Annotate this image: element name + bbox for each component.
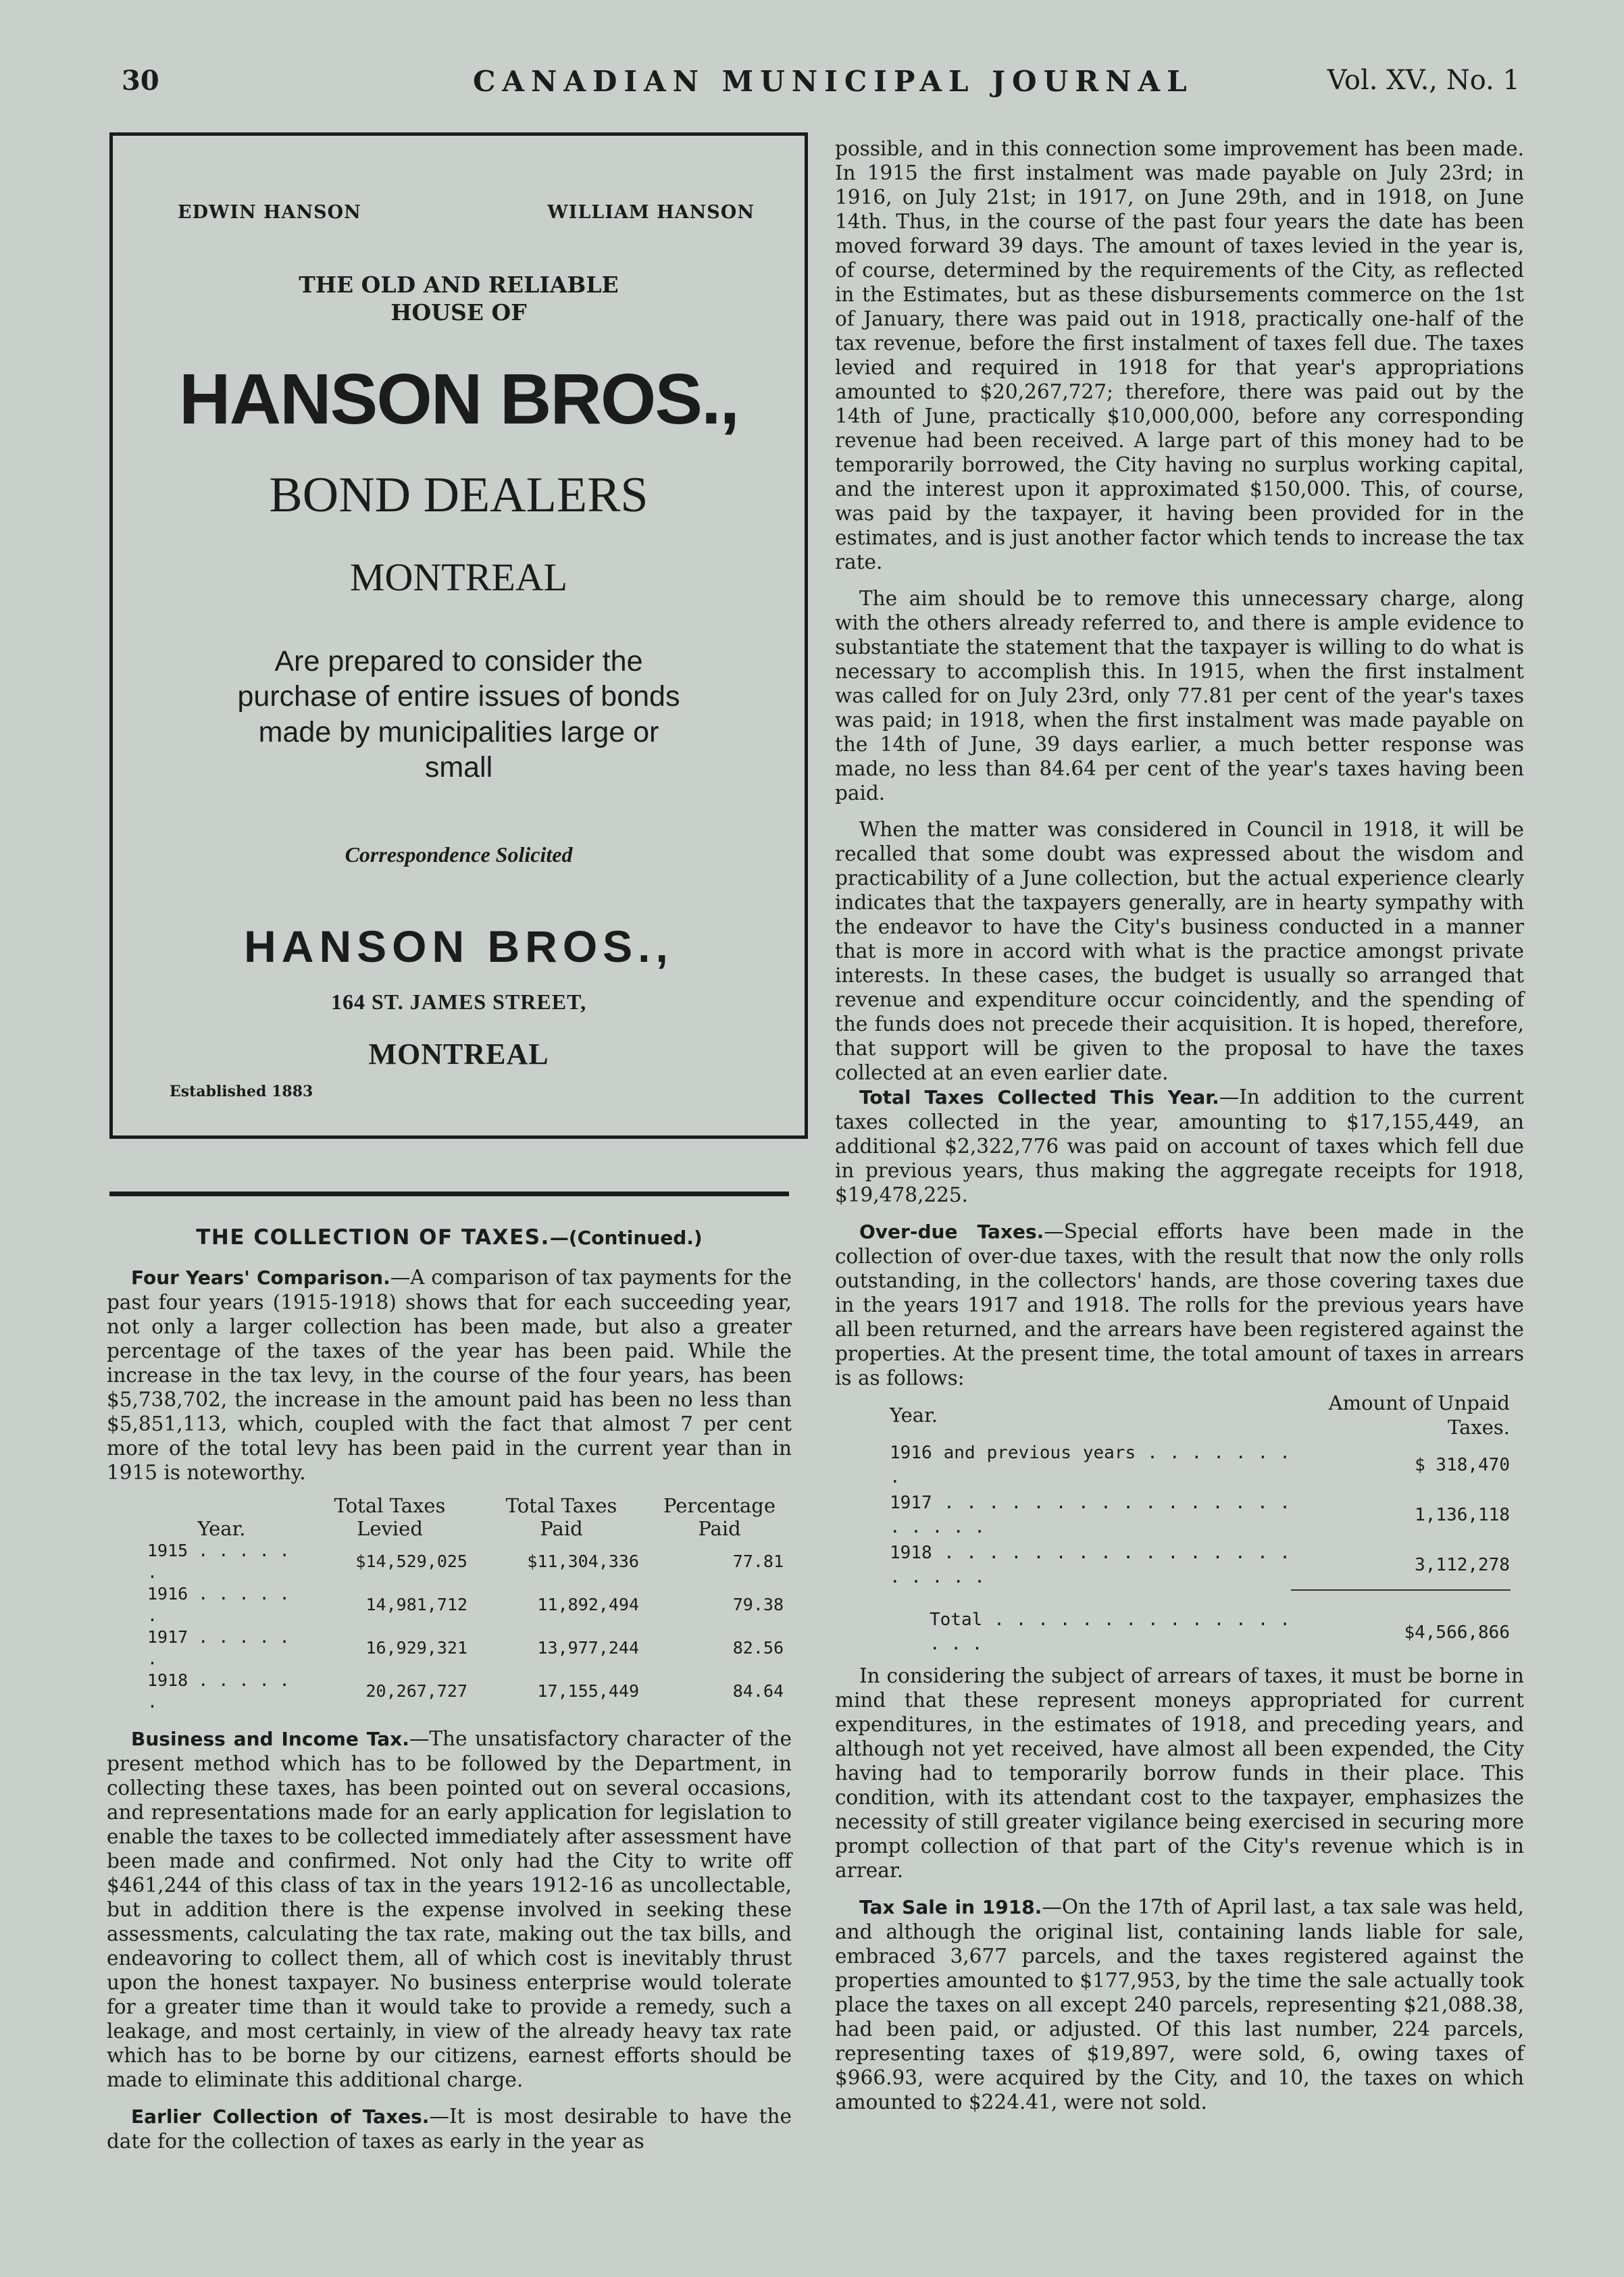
run-in-heading: Four Years' Comparison.	[131, 1267, 390, 1289]
column-header: Year.	[890, 1404, 938, 1427]
table-cell: 1917 . . . . . . . . . . . . . . . . . . . . .	[890, 1493, 1290, 1537]
column-header: Total Taxes Paid	[505, 1494, 617, 1540]
table-header-row	[139, 1494, 792, 1540]
paragraph-text: —On the 17th of April last, a tax sale was held, and although the original list, containing lands liable for sale, embraced 3,677 parcels, and the taxes registered against the properties amounted to $177,953, by the time the sale actually took place the taxes on all except 240 parcels, representing $21,088.38, had been paid, or adjusted. Of this last number, 224 parcels, representing taxes of $19,897, were sold, 6, owing taxes of $966.93, were acquired by the City, and 10, the taxes on which amounted to $224.41, were not sold.	[835, 1895, 1525, 2114]
paragraph-continued: possible, and in this connection some improvement has been made. In 1915 the first instalment was made payable on July 23rd; in 1916, on July 21st; in 1917, on June 29th, and in 1918, on June 14th. Thus, in the course of the past four years the date has been moved forward 39 days. The amount of taxes levied in the year is, of course, determined by the requirements of the City, as reflected in the Estimates, but as these disbursements commerce on the 1st of January, there was paid out in 1918, practically one-half of the tax revenue, before the first instalment of taxes fell due. The taxes levied and required in 1918 for that year's appropriations amounted to $20,267,727; therefore, there was paid out by the 14th of June, practically $10,000,000, before any corresponding revenue had been received. A large part of this money had to be temporarily borrowed, the City having no surplus working capital, and the interest upon it approximated $150,000. This, of course, was paid by the taxpayer, it having been provided for in the estimates, and is just another factor which tends to increase the tax rate.	[835, 137, 1524, 573]
run-in-heading: Total Taxes Collected This Year.	[859, 1086, 1219, 1108]
paragraph-business-tax	[107, 1726, 792, 2092]
total-value: $4,566,866	[1291, 1590, 1511, 1657]
column-header: Percentage Paid	[663, 1494, 776, 1540]
paragraph-aim: The aim should be to remove this unnecessary charge, along with the others already referred to, and there is ample evidence to substantiate the statement that the taxpayer is willing to do what is necessary to accomplish this. In 1915, when the first instalment was called for on July 23rd, only 77.81 per cent of the year's taxes was paid; in 1918, when the first instalment was made payable on the 14th of June, 39 days earlier, a much better response was made, no less than 84.64 per cent of the year's taxes having been paid.	[835, 587, 1524, 804]
table-header-row	[889, 1390, 1511, 1440]
page-number: 30	[122, 65, 159, 97]
ad-street-address: 164 ST. JAMES STREET,	[330, 990, 587, 1014]
paragraph-overdue	[835, 1219, 1524, 1390]
table-cell: 77.81	[732, 1552, 784, 1571]
column-header: Total Taxes Levied	[334, 1494, 446, 1540]
paragraph-total-taxes	[835, 1085, 1524, 1207]
left-column	[107, 1225, 792, 2153]
table-cell: 79.38	[732, 1595, 784, 1614]
table-cell: 20,267,727	[365, 1681, 467, 1701]
ad-city: MONTREAL	[349, 555, 568, 599]
run-in-heading: Over-due Taxes.	[859, 1221, 1044, 1243]
ad-established: Established 1883	[170, 1083, 313, 1100]
ad-correspondence: Correspondence Solicited	[345, 842, 573, 867]
tax-comparison-table	[139, 1494, 792, 1713]
table-cell: 1,136,118	[1415, 1505, 1510, 1525]
ad-description: Are prepared to consider the purchase of entire issues of bonds made by municipalities large or small	[237, 645, 680, 784]
run-in-heading: Business and Income Tax.	[131, 1728, 409, 1750]
ad-firm-name: HANSON BROS.,	[179, 359, 738, 439]
ad-partner-right: WILLIAM HANSON	[547, 202, 755, 223]
column-header: Amount of Unpaid Taxes.	[1328, 1391, 1510, 1439]
right-column	[835, 136, 1524, 2114]
table-cell: $ 318,470	[1415, 1455, 1510, 1475]
arrears-table	[889, 1390, 1511, 1657]
paragraph-text: —A comparison of tax payments for the past four years (1915-1918) shows that for each succeeding year, not only a larger collection has been made, but also a greater percentage of the taxes of the year has been paid. While the increase in the tax levy, in the course of the four years, has been $5,738,702, the increase in the amount paid has been no less than $5,851,113, which, coupled with the fact that almost 7 per cent more of the total levy has been paid in the current year than in 1915 is noteworthy.	[107, 1266, 792, 1484]
table-row	[889, 1490, 1511, 1540]
table-cell: 16,929,321	[365, 1638, 467, 1658]
table-row	[139, 1670, 792, 1713]
table-cell: $11,304,336	[527, 1552, 639, 1571]
ad-city-footer: MONTREAL	[368, 1038, 549, 1071]
section-title-suffix: —(Continued.)	[549, 1227, 703, 1249]
paragraph-tax-sale	[835, 1895, 1524, 2114]
ad-tagline	[113, 271, 805, 327]
table-cell: 84.64	[732, 1681, 784, 1701]
paragraph-text: —Special efforts have been made in the collection of over-due taxes, with the result that now the only rolls outstanding, in the collectors' hands, are those covering taxes due in the years 1917 and 1918. The rolls for the previous years have all been returned, and the arrears have been registered against the properties. At the present time, the total amount of taxes in arrears is as follows:	[835, 1220, 1524, 1389]
table-cell: 1915 . . . . . .	[147, 1541, 290, 1582]
table-cell: 1918 . . . . . . . . . . . . . . . . . . . . .	[890, 1543, 1290, 1587]
column-header: Year.	[197, 1517, 246, 1540]
table-cell: 1918 . . . . . .	[147, 1670, 290, 1712]
table-cell: 14,981,712	[365, 1595, 467, 1614]
table-cell: 3,112,278	[1415, 1554, 1510, 1575]
table-cell: 17,155,449	[537, 1681, 639, 1701]
table-cell: 1917 . . . . . .	[147, 1627, 290, 1668]
paragraph-text: —In addition to the current taxes collected in the year, amounting to $17,155,449, an additional $2,322,776 was paid on account of taxes which fell due in previous years, thus making the aggregate receipts for 1918, $19,478,225.	[835, 1085, 1524, 1206]
paragraph-text: —The unsatisfactory character of the present method which has to be followed by the Department, in collecting these taxes, has been pointed out on several occasions, and representations made for an early application for legislation to enable the taxes to be collected immediately after assessment have been made and confirmed. Not only had the City to write off $461,244 of this class of tax in the years 1912-16 as uncollectable, but in addition there is the expense involved in seeking these assessments, calculating the tax rate, making out the tax bills, and endeavoring to collect them, all of which cost is inevitably thrust upon the honest taxpayer. No business enterprise would tolerate for a greater time than it would take to provide a remedy, such a leakage, and most certainly, in view of the already heavy tax rate which has to be borne by our citizens, earnest efforts should be made to eliminate this additional charge.	[107, 1727, 792, 2091]
hanson-bros-advertisement	[109, 132, 808, 1139]
ad-business-type: BOND DEALERS	[269, 467, 649, 523]
paragraph-text: —It is most desirable to have the date for the collection of taxes as early in the year as	[107, 2105, 792, 2153]
section-divider	[109, 1192, 789, 1196]
table-cell: 82.56	[732, 1638, 784, 1658]
ad-tagline-text: THE OLD AND RELIABLE HOUSE OF	[299, 272, 619, 326]
paragraph-four-years	[107, 1265, 792, 1485]
section-title-text: THE COLLECTION OF TAXES.	[196, 1225, 550, 1250]
run-in-heading: Tax Sale in 1918.	[859, 1896, 1042, 1918]
ad-partner-left: EDWIN HANSON	[178, 202, 361, 223]
table-cell: 11,892,494	[537, 1595, 639, 1614]
table-row	[889, 1440, 1511, 1490]
table-cell: $14,529,025	[355, 1552, 467, 1571]
total-row	[889, 1590, 1511, 1657]
table-row	[139, 1583, 792, 1627]
total-label: Total . . . . . . . . . . . . . . . . .	[930, 1610, 1290, 1654]
table-cell: 1916 and previous years . . . . . . . .	[890, 1443, 1290, 1487]
run-in-heading: Earlier Collection of Taxes.	[131, 2105, 430, 2128]
paragraph-council: When the matter was considered in Council in 1918, it will be recalled that some doubt was expressed about the wisdom and practicability of a June collection, but the actual experience clearly indicates that the taxpayers generally, are in hearty sympathy with the endeavor to have the City's business conducted in a manner that is more in accord with what is the practice amongst private interests. In these cases, the budget is usually so arranged that revenue and expenditure occur coincidently, and the spending of the funds does not precede their acquisition. It is hoped, therefore, that support will be given to the proposal to have the taxes collected at an even earlier date.	[835, 818, 1524, 1084]
table-row	[889, 1540, 1511, 1590]
table-row	[139, 1627, 792, 1670]
table-cell: 13,977,244	[537, 1638, 639, 1658]
table-row	[139, 1540, 792, 1583]
paragraph-arrears: In considering the subject of arrears of taxes, it must be borne in mind that these represent moneys appropriated for current expenditures, in the estimates of 1918, and preceding years, and although not yet received, have almost all been expended, the City having had to temporarily borrow funds in their place. This condition, with its attendant cost to the taxpayer, emphasizes the necessity of still greater vigilance being exercised in securing more prompt collection of that part of the City's revenue which is in arrear.	[835, 1664, 1524, 1882]
paragraph-earlier-collection	[107, 2104, 792, 2153]
section-title	[107, 1225, 792, 1250]
journal-title: CANADIAN MUNICIPAL JOURNAL	[473, 65, 1194, 98]
running-header	[122, 65, 1520, 112]
ad-firm-name-footer: HANSON BROS.,	[244, 921, 674, 971]
table-cell: 1916 . . . . . .	[147, 1584, 290, 1625]
volume-label: Vol. XV., No. 1	[1327, 65, 1520, 96]
